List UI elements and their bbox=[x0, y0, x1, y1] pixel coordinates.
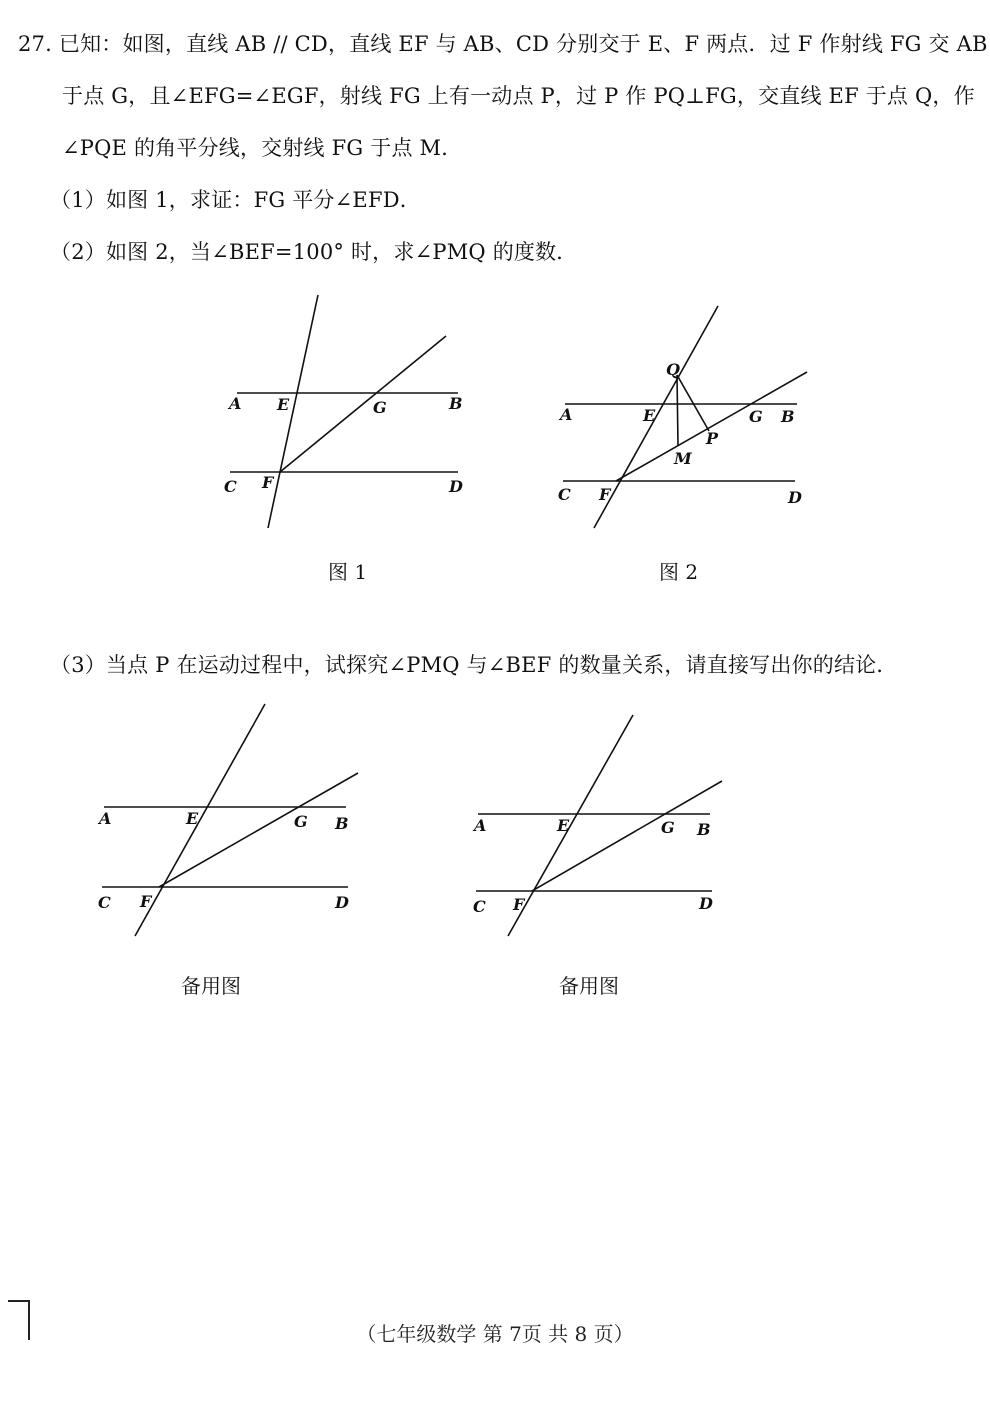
page-footer: （七年级数学 第 7页 共 8 页） bbox=[356, 1322, 634, 1346]
label-f: F bbox=[262, 473, 274, 492]
label-e: E bbox=[643, 406, 656, 425]
label-f: F bbox=[599, 485, 611, 504]
label-d: D bbox=[699, 894, 713, 913]
label-a: A bbox=[229, 394, 242, 413]
figure-2-caption: 图 2 bbox=[659, 560, 699, 584]
label-p: P bbox=[706, 429, 719, 448]
problem-statement-line-1: 27. 已知：如图，直线 AB // CD，直线 EF 与 AB、CD 分别交于 E、F 两点．过 F 作射线 FG 交 AB bbox=[18, 32, 988, 56]
label-b: B bbox=[781, 407, 795, 426]
label-c: C bbox=[98, 893, 111, 912]
label-g: G bbox=[749, 407, 763, 426]
line-ef bbox=[135, 704, 265, 936]
label-f: F bbox=[513, 895, 525, 914]
ray-fg bbox=[159, 773, 358, 887]
label-c: C bbox=[473, 897, 486, 916]
label-c: C bbox=[224, 477, 237, 496]
figure-1-caption: 图 1 bbox=[328, 560, 368, 584]
line-ef bbox=[508, 715, 633, 936]
label-d: D bbox=[449, 477, 463, 496]
label-g: G bbox=[661, 818, 675, 837]
label-a: A bbox=[99, 809, 112, 828]
ray-fg bbox=[616, 372, 807, 481]
spare-figure-1-caption: 备用图 bbox=[181, 974, 241, 998]
question-part-2: （2）如图 2，当∠BEF=100° 时，求∠PMQ 的度数． bbox=[50, 240, 578, 264]
label-q: Q bbox=[666, 360, 680, 379]
label-d: D bbox=[788, 488, 802, 507]
label-b: B bbox=[449, 394, 463, 413]
label-e: E bbox=[557, 816, 570, 835]
label-b: B bbox=[697, 820, 711, 839]
label-e: E bbox=[277, 395, 290, 414]
problem-statement-line-3: ∠PQE 的角平分线，交射线 FG 于点 M． bbox=[62, 136, 463, 160]
label-a: A bbox=[560, 405, 573, 424]
label-f: F bbox=[140, 892, 152, 911]
label-g: G bbox=[373, 398, 387, 417]
label-m: M bbox=[674, 449, 692, 468]
spare-figure-2-caption: 备用图 bbox=[559, 974, 619, 998]
label-b: B bbox=[335, 814, 349, 833]
figure-1-lines bbox=[230, 295, 458, 528]
label-a: A bbox=[474, 816, 487, 835]
line-ef bbox=[268, 295, 318, 528]
label-e: E bbox=[186, 809, 199, 828]
problem-statement-line-2: 于点 G，且∠EFG=∠EGF，射线 FG 上有一动点 P，过 P 作 PQ⊥FG，交直线 EF 于点 Q，作 bbox=[62, 84, 975, 108]
segment-qm bbox=[677, 375, 678, 446]
question-part-3: （3）当点 P 在运动过程中，试探究∠PMQ 与∠BEF 的数量关系，请直接写出你的结论． bbox=[50, 653, 898, 677]
ray-fg bbox=[532, 781, 722, 891]
label-c: C bbox=[558, 485, 571, 504]
line-ef bbox=[594, 306, 718, 528]
segment-pq bbox=[677, 375, 709, 431]
label-d: D bbox=[335, 893, 349, 912]
question-part-1: （1）如图 1，求证：FG 平分∠EFD． bbox=[50, 188, 421, 212]
label-g: G bbox=[294, 812, 308, 831]
